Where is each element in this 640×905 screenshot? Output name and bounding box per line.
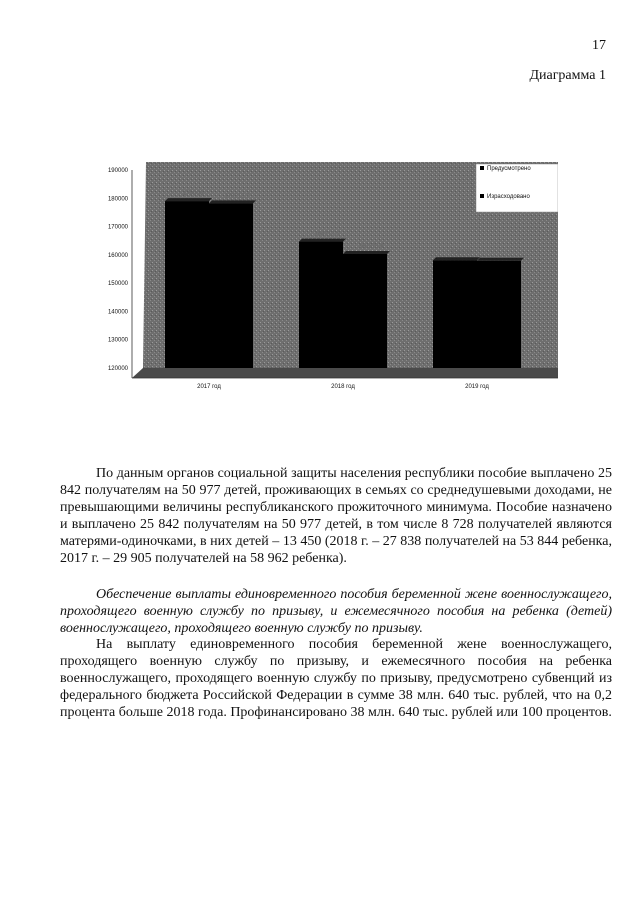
bar-planned xyxy=(433,260,477,368)
y-tick-label: 170000 xyxy=(107,224,128,231)
diagram-label: Диаграмма 1 xyxy=(529,68,606,83)
bar-planned xyxy=(165,201,209,368)
paragraph-1-text: По данным органов социальной защиты населения республики пособие выплачено 25 842 получателям на 50 977 детей, проживающих в семьях со среднедушевыми доходами, не превышающими величины республиканского прожиточного минимума. Пособие назначено и выплачено 25 842 получателям на 50 977 детей, в том числе 8 728 получателей являются матерями-одиночками, в них детей – 13 450 (2018 г. – 27 838 получателей на 53 844 ребенка, 2017 г. – 29 905 получателей на 58 962 ребенка). xyxy=(60,466,612,566)
paragraph-2-text: Обеспечение выплаты единовременного пособия беременной жене военнослужащего, проходящего военную службу по призыву, и ежемесячного пособия на ребенка (детей) военнослужащего, проходящего военную службу по призыву. xyxy=(60,587,612,636)
x-tick-label: 2017 год xyxy=(197,384,221,390)
paragraph-military-funding xyxy=(60,636,612,721)
plot-floor xyxy=(132,368,558,378)
y-tick-label: 150000 xyxy=(107,281,128,288)
legend-swatch-planned xyxy=(480,166,484,170)
bar-spent xyxy=(209,203,253,368)
paragraph-social-protection xyxy=(60,465,612,567)
bar-data-label: 158100 xyxy=(450,250,472,257)
bar-top xyxy=(165,198,212,201)
bar-spent xyxy=(343,254,387,368)
bar-top xyxy=(433,257,480,260)
bar-planned xyxy=(299,242,343,368)
legend xyxy=(476,164,558,212)
x-tick-label: 2019 год xyxy=(465,384,489,390)
bar-data-label: 179000 xyxy=(182,191,204,198)
y-tick-label: 130000 xyxy=(107,337,128,344)
bar-top xyxy=(209,200,256,203)
bar-top xyxy=(343,251,390,254)
x-ticks xyxy=(197,384,489,390)
paragraph-3-text: На выплату единовременного пособия беременной жене военнослужащего, проходящего военную службу по призыву, и ежемесячного пособия на ребенка военнослужащего, проходящего военную службу по призыву, предусмотрено субвенций из федерального бюджета Российской Федерации в сумме 38 млн. 640 тыс. рублей, что на 0,2 процента больше 2018 года. Профинансировано 38 млн. 640 тыс. рублей или 100 процентов. xyxy=(60,637,612,720)
x-tick-label: 2018 год xyxy=(331,384,355,390)
y-tick-label: 180000 xyxy=(107,196,128,203)
y-tick-label: 160000 xyxy=(107,252,128,259)
bar-data-label: 164712,5 xyxy=(314,231,340,238)
y-tick-label: 140000 xyxy=(107,309,128,316)
bar-top xyxy=(477,258,524,261)
y-ticks xyxy=(108,168,129,372)
page-number: 17 xyxy=(592,38,606,53)
bar-data-label: 178212,7 xyxy=(224,193,250,200)
paragraph-heading-military xyxy=(60,586,612,637)
y-tick-label: 190000 xyxy=(107,168,128,174)
chart-svg xyxy=(88,150,558,400)
legend-swatch-spent xyxy=(480,194,484,198)
y-tick-label: 120000 xyxy=(107,366,128,372)
bar-chart xyxy=(88,150,558,400)
legend-label-planned: Предусмотрено xyxy=(487,166,531,172)
legend-label-spent: Израсходовано xyxy=(487,194,530,200)
bar-data-label: 160378,4 xyxy=(358,244,384,251)
bar-top xyxy=(299,239,346,242)
bar-spent xyxy=(477,261,521,368)
